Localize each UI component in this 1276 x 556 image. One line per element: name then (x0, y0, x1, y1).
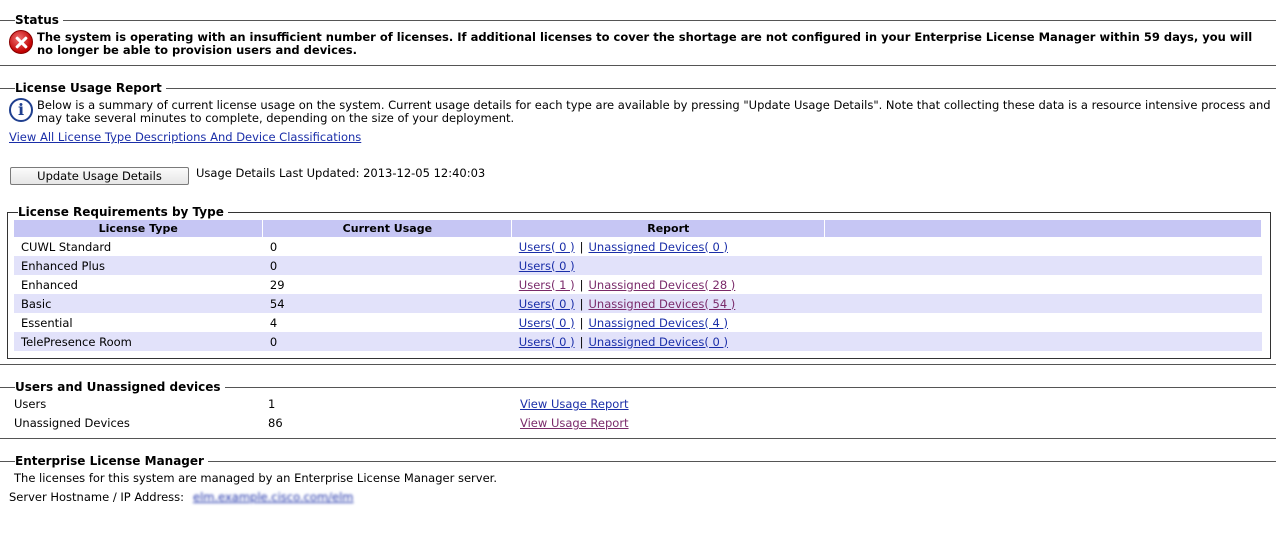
users-report-link[interactable]: Users( 0 ) (518, 315, 575, 330)
license-type-cell: Enhanced (21, 277, 78, 292)
report-cell (512, 294, 825, 313)
unassigned-devices-report-link[interactable]: Unassigned Devices( 0 ) (588, 334, 728, 349)
server-hostname-link[interactable]: elm.example.cisco.com/elm (193, 490, 354, 504)
update-usage-details-button[interactable]: Update Usage Details (10, 167, 189, 185)
users-report-link[interactable]: Users( 0 ) (518, 334, 575, 349)
usage-info-text: Below is a summary of current license usage on the system. Current usage details for each type are available by pressing "Update Usage Details". Note that collecting these data is a resource intensive process and (37, 98, 1271, 112)
table-row (14, 332, 1262, 351)
table-header-row (14, 220, 1262, 237)
current-usage-cell: 0 (269, 239, 278, 254)
users-devices-legend: Users and Unassigned devices (15, 380, 225, 394)
users-report-link[interactable]: Users( 0 ) (518, 296, 575, 311)
report-cell (512, 256, 825, 275)
users-report-link[interactable]: Users( 0 ) (518, 239, 575, 254)
license-type-cell: CUWL Standard (21, 239, 112, 254)
license-type-cell: Essential (21, 315, 73, 330)
view-all-license-types-link[interactable]: View All License Type Descriptions And Device Classifications (9, 130, 362, 144)
unassigned-devices-label: Unassigned Devices (14, 416, 130, 430)
unassigned-devices-report-link[interactable]: Unassigned Devices( 0 ) (588, 239, 728, 254)
status-message-line2: no longer be able to provision users and devices. (37, 43, 357, 57)
unassigned-devices-count: 86 (268, 416, 283, 430)
elm-legend: Enterprise License Manager (15, 454, 208, 468)
users-count: 1 (268, 397, 276, 411)
unassigned-devices-report-link[interactable]: Unassigned Devices( 54 ) (588, 296, 736, 311)
current-usage-cell: 0 (263, 256, 512, 275)
license-type-cell: Basic (14, 294, 263, 313)
current-usage-cell: 4 (269, 315, 278, 330)
license-type-cell: Enhanced Plus (14, 256, 263, 275)
status-legend: Status (15, 13, 63, 27)
elm-description: The licenses for this system are managed by an Enterprise License Manager server. (14, 471, 497, 485)
requirements-bottom-divider (0, 364, 1276, 365)
users-view-usage-report-link[interactable]: View Usage Report (520, 397, 629, 411)
table-row (14, 256, 1262, 275)
status-message: The system is operating with an insufficient number of licenses. If additional licenses to cover the shortage are not configured in your Enterprise License Manager within 59 days, you will (37, 30, 1253, 44)
usage-report-legend: License Usage Report (15, 81, 166, 95)
users-label: Users (14, 397, 47, 411)
column-header-current-usage: Current Usage (263, 220, 512, 237)
status-bottom-divider (0, 65, 1276, 66)
license-requirements-legend: License Requirements by Type (18, 205, 228, 219)
usage-last-updated: Usage Details Last Updated: 2013-12-05 12:40:03 (196, 166, 486, 180)
column-header-report: Report (512, 220, 825, 237)
report-cell (512, 275, 825, 294)
info-icon: i (9, 98, 33, 122)
table-row (14, 313, 1262, 332)
report-cell (512, 313, 825, 332)
current-usage-cell: 29 (269, 277, 285, 292)
error-icon (9, 30, 33, 54)
current-usage-cell: 0 (263, 332, 512, 351)
license-requirements-table (14, 220, 1262, 351)
devices-view-usage-report-link[interactable]: View Usage Report (520, 416, 629, 430)
column-header-license-type: License Type (14, 220, 263, 237)
usage-info-text-line2: may take several minutes to complete, depending on the size of your deployment. (37, 111, 515, 125)
table-row (14, 275, 1262, 294)
users-report-link[interactable]: Users( 0 ) (518, 258, 575, 273)
report-cell (512, 237, 825, 256)
usage-report-divider (0, 88, 1276, 89)
status-divider (0, 20, 1276, 21)
link-separator: | (579, 277, 584, 292)
users-report-link[interactable]: Users( 1 ) (518, 277, 575, 292)
link-separator: | (579, 296, 584, 311)
link-separator: | (579, 315, 584, 330)
server-hostname-label: Server Hostname / IP Address: (9, 490, 185, 504)
unassigned-devices-report-link[interactable]: Unassigned Devices( 28 ) (588, 277, 736, 292)
column-header-blank (825, 220, 1262, 237)
link-separator: | (579, 239, 584, 254)
unassigned-devices-report-link[interactable]: Unassigned Devices( 4 ) (588, 315, 728, 330)
table-row (14, 294, 1262, 313)
users-devices-bottom-divider (0, 438, 1276, 439)
license-type-cell: TelePresence Room (14, 332, 263, 351)
current-usage-cell: 54 (263, 294, 512, 313)
link-separator: | (579, 334, 584, 349)
report-cell (512, 332, 825, 351)
table-row (14, 237, 1262, 256)
